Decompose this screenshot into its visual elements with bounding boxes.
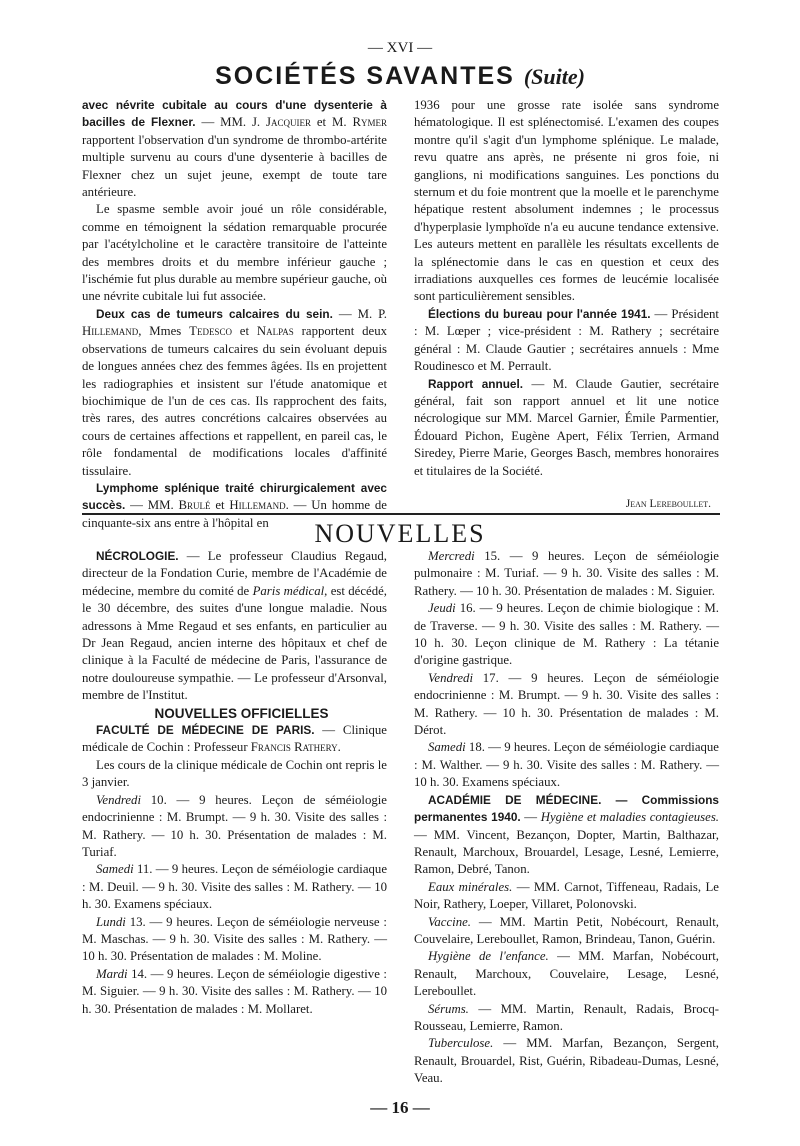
societes-right-column <box>414 97 719 513</box>
academie-medecine: ACADÉMIE DE MÉDECINE. — Commissions permanentes 1940. — Hygiène et maladies contagieuses. — MM. Vincent, Bezançon, Dopter, Martin, Balthazar, Renault, Marchoux, Brouardel, Lesage, Lesné, Lemierre, Ramon, Debré, Tanon. <box>414 792 719 877</box>
nouvelles-left-column <box>82 548 387 1018</box>
article-tumeurs-calcaires: Deux cas de tumeurs calcaires du sein. — M. P. Hillemand, Mmes Tedesco et Nalpas rapportent deux observations de tumeurs calcaires du sein évoluant depuis de longues années chez des femmes âgées. Ils en projettent les radiographies et insistent sur l'étude anatomique et biochimique de l'un de ces cas. Ils rapprochent des faits, très rares, des autres concrétions calcaires observées au cours de certaines affections et rappellent, en pareil cas, le rôle fondamental de modifications locales d'affinité tissulaire. <box>82 306 387 478</box>
title-text: SOCIÉTÉS SAVANTES <box>215 62 515 90</box>
societes-left-column <box>82 97 387 532</box>
article-spasme: Le spasme semble avoir joué un rôle considérable, comme en témoignent la sédation remarquable procurée par l'acétylcholine et le caractère transitoire de l'atteinte des membres droits et du membre inférieur gauche ; l'ischémie fut plus durable au membre supérieur gauche, où une névrite cubitale lui fut associée. <box>82 202 387 304</box>
commission: Vaccine. — MM. Martin Petit, Nobécourt, Renault, Couvelaire, Lereboullet, Ramon, Brindeau, Tanon, Guérin. <box>414 914 719 946</box>
schedule-day: Jeudi 16. — 9 heures. Leçon de chimie biologique : M. de Traverse. — 9 h. 30. Visite des salles : M. Rathery. — 10 h. 30. Leçon clinique de M. Rathery : La tétanie d'origine gastrique. <box>414 601 719 668</box>
nouvelles-right-column <box>414 548 719 1088</box>
commission: Hygiène de l'enfance. — MM. Marfan, Nobécourt, Renault, Marchoux, Couvelaire, Lesage, Lesné, Lereboullet. <box>414 949 719 999</box>
page-number: — 16 — <box>370 1098 430 1117</box>
schedule-day: Mercredi 15. — 9 heures. Leçon de séméiologie pulmonaire : M. Turiaf. — 9 h. 30. Visite des salles : M. Rathery. — 10 h. 30. Présentation de malades : M. Siguier. <box>414 549 719 598</box>
cours-reprise: Les cours de la clinique médicale de Cochin ont repris le 3 janvier. <box>82 757 387 790</box>
section-title-nouvelles: NOUVELLES <box>314 519 486 548</box>
schedule-day: Lundi 13. — 9 heures. Leçon de séméiologie nerveuse : M. Maschas. — 9 h. 30. Visite des salles : M. Rathery. — 10 h. 30. Présentation de malades : M. Moline. <box>82 914 387 964</box>
article-elections: Élections du bureau pour l'année 1941. — Président : M. Lœper ; vice-président : M. Rathery ; secrétaire général : M. Claude Gautier ; secrétaires annuels : Mme Roudinesco et M. Perrault. <box>414 306 719 374</box>
page-folio: — XVI — <box>367 40 433 56</box>
section-title-societes <box>0 62 800 91</box>
article-rapport-annuel: Rapport annuel. — M. Claude Gautier, secrétaire général, fait son rapport annuel et lit une notice nécrologique sur MM. Marcel Garnier, Émile Parmentier, Édouard Pichon, Eugène Apert, Félix Terrien, Armand Siredey, Pierre Marie, Georges Basch, membres honoraires et titulaires de la Société. <box>414 376 719 478</box>
article-lymphome: Lymphome splénique traité chirurgicalement avec succès. — MM. Brulé et Hillemand. — Un homme de cinquante-six ans entre à l'hôpital en <box>82 480 387 530</box>
commission: Sérums. — MM. Martin, Renault, Radais, Brocq-Rousseau, Lemierre, Ramon. <box>414 1001 719 1033</box>
schedule-day: Vendredi 10. — 9 heures. Leçon de séméiologie endocrinienne : M. Brumpt. — 9 h. 30. Visite des salles : M. Rathery. — 10 h. 30. Présentation de malades : M. Turiaf. <box>82 792 387 859</box>
schedule-day: Mardi 14. — 9 heures. Leçon de séméiologie digestive : M. Siguier. — 9 h. 30. Visite des salles : M. Rathery. — 10 h. 30. Présentation de malades : M. Mollaret. <box>82 966 387 1016</box>
faculte-medecine: FACULTÉ DE MÉDECINE DE PARIS. — Clinique médicale de Cochin : Professeur Francis Rathery. <box>82 723 387 755</box>
schedule-day: Vendredi 17. — 9 heures. Leçon de séméiologie endocrinienne : M. Brumpt. — 9 h. 30. Visite des salles : M. Rathery. — 10 h. 30. Présentation de malades : M. Dérot. <box>414 670 719 738</box>
schedule-day: Samedi 11. — 9 heures. Leçon de séméiologie cardiaque : M. Deuil. — 9 h. 30. Visite des salles : M. Rathery. — 10 h. 30. Examens spéciaux. <box>82 862 387 912</box>
commission: Tuberculose. — MM. Marfan, Bezançon, Sergent, Renault, Brouardel, Rist, Guérin, Ribadeau-Dumas, Lesné, Veau. <box>414 1036 719 1086</box>
schedule-day: Samedi 18. — 9 heures. Leçon de séméiologie cardiaque : M. Walther. — 9 h. 30. Visite des salles : M. Rathery. — 10 h. 30. Examens spéciaux. <box>414 740 719 790</box>
section-divider <box>82 513 720 515</box>
commission: Eaux minérales. — MM. Carnot, Tiffeneau, Radais, Le Noir, Rathery, Loeper, Villaret, Polonovski. <box>414 879 719 912</box>
subhead-nouvelles-officielles: NOUVELLES OFFICIELLES <box>154 705 329 721</box>
article-lymphome-suite: 1936 pour une grosse rate isolée sans syndrome hématologique. Il est splénectomisé. L'examen des coupes montre qu'il s'agit d'un lymphome splénique. Le malade, revu quatre ans après, ne présente ni gros foie, ni ganglions, ni modifications sanguines. Les ponctions du sternum et du foie montrent que la moelle et le parenchyme hépatique restent absolument indemnes ; le processus d'hyperplasie lymphoïde n'a eu aucune tendance extensive. Les auteurs mettent en parallèle les résultats excellents de la splénectomie dans le cas en question et ceux des irradiations auxquelles ces formes de leucémie localisée sont particulièrement sensibles. <box>414 98 719 304</box>
signature: Jean Lereboullet. <box>625 497 711 510</box>
necrologie: NÉCROLOGIE. — Le professeur Claudius Regaud, directeur de la Fondation Curie, membre de l'Académie de médecine, membre du comité de Paris médical, est décédé, le 30 décembre, des suites d'une longue maladie. Nous adressons à Mme Regaud et ses enfants, en particulier au Dr Jean Regaud, ancien interne des hôpitaux et chef de clinique à la Faculté de médecine de Paris, l'assurance de notre douloureuse sympathie. — Le professeur d'Arsonval, membre de l'Institut. <box>82 549 387 703</box>
title-suite: (Suite) <box>523 64 585 89</box>
article-thrombo-arterite: avec névrite cubitale au cours d'une dysenterie à bacilles de Flexner. — MM. J. Jacquier et M. Rymer rapportent l'observation d'un syndrome de thrombo-artérite multiple survenu au cours d'une dysenterie à bacilles de Flexner chez un sujet jeune, exempt de toute tare antérieure. <box>82 98 387 200</box>
